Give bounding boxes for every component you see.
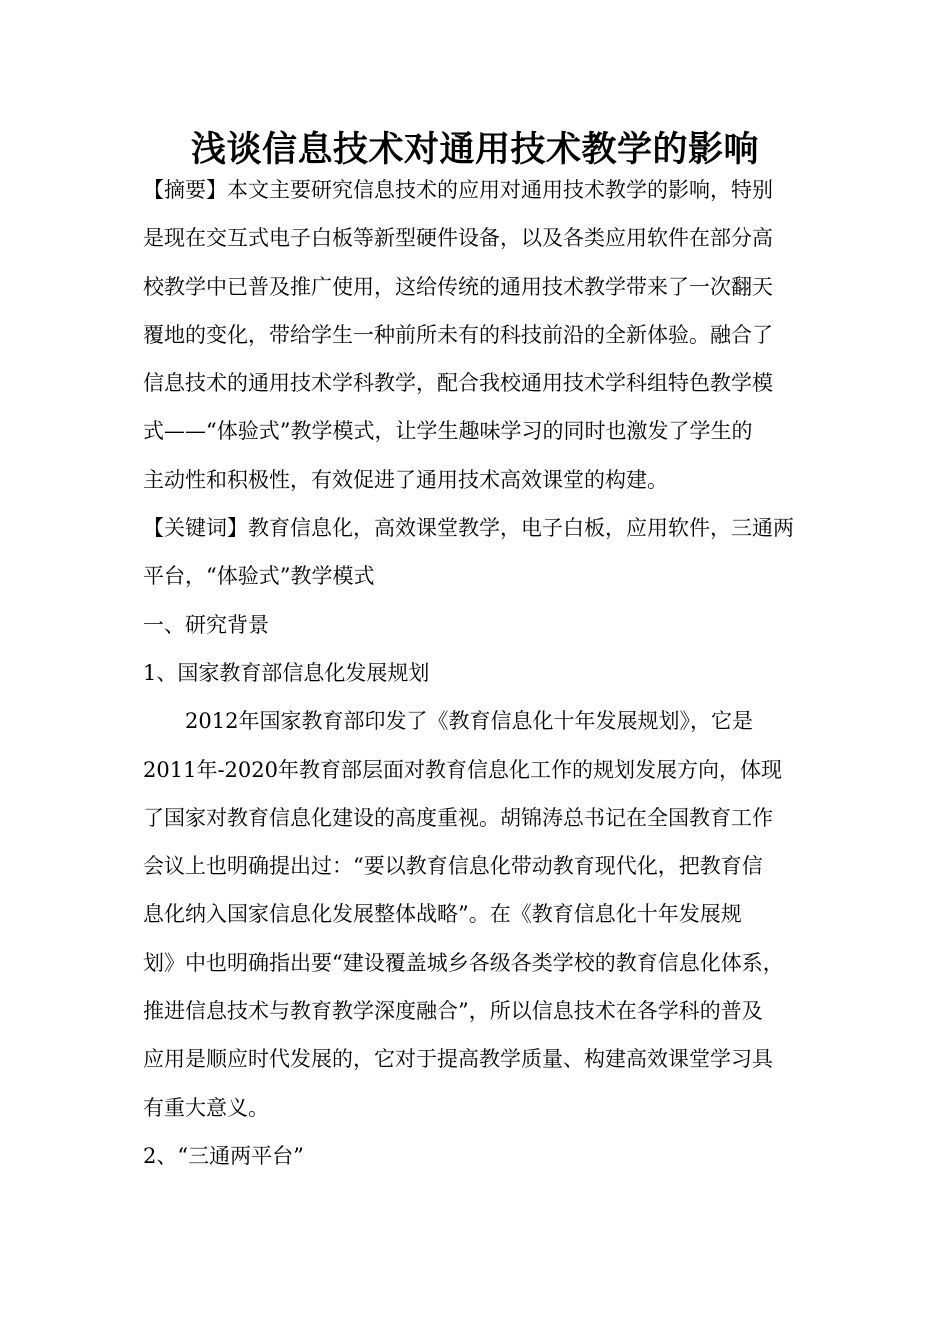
paragraph-line: 有重大意义。: [143, 1095, 269, 1120]
abstract-line: 信息技术的通用技术学科教学，配合我校通用技术学科组特色教学模: [143, 371, 773, 396]
paragraph-line: 划》中也明确指出要“建设覆盖城乡各级各类学校的教育信息化体系，: [143, 950, 784, 975]
subsection-heading: 1、国家教育部信息化发展规划: [143, 660, 430, 685]
keywords-line: 平台，“体验式”教学模式: [143, 564, 375, 589]
paragraph-line: 应用是顺应时代发展的，它对于提高教学质量、构建高效课堂学习具: [143, 1047, 773, 1072]
abstract-line: 主动性和积极性，有效促进了通用技术高效课堂的构建。: [143, 467, 668, 492]
keywords-line: 【关键词】教育信息化，高效课堂教学，电子白板，应用软件，三通两: [143, 516, 794, 541]
subsection-heading: 2、“三通两平台”: [143, 1143, 304, 1168]
paragraph-line: 推进信息技术与教育教学深度融合”，所以信息技术在各学科的普及: [143, 999, 763, 1024]
paragraph-line: 2011年-2020年教育部层面对教育信息化工作的规划发展方向，体现: [143, 757, 782, 782]
abstract-line: 【摘要】本文主要研究信息技术的应用对通用技术教学的影响，特别: [143, 178, 773, 202]
section-heading: 一、研究背景: [143, 612, 269, 637]
paragraph-line: 会议上也明确提出过：“要以教育信息化带动教育现代化，把教育信: [143, 854, 763, 879]
paragraph-line: 了国家对教育信息化建设的高度重视。胡锦涛总书记在全国教育工作: [143, 805, 773, 830]
document-title: 浅谈信息技术对通用技术教学的影响: [190, 130, 759, 170]
abstract-line: 是现在交互式电子白板等新型硬件设备，以及各类应用软件在部分高: [143, 226, 773, 251]
abstract-line: 校教学中已普及推广使用，这给传统的通用技术教学带来了一次翻天: [143, 274, 773, 299]
abstract-line: 覆地的变化，带给学生一种前所未有的科技前沿的全新体验。融合了: [143, 322, 773, 347]
paragraph-line: 息化纳入国家信息化发展整体战略”。在《教育信息化十年发展规: [143, 902, 742, 927]
abstract-line: 式——“体验式”教学模式，让学生趣味学习的同时也激发了学生的: [143, 419, 753, 444]
paragraph-line: 2012年国家教育部印发了《教育信息化十年发展规划》，它是: [185, 709, 753, 734]
document-body: [143, 166, 813, 1180]
